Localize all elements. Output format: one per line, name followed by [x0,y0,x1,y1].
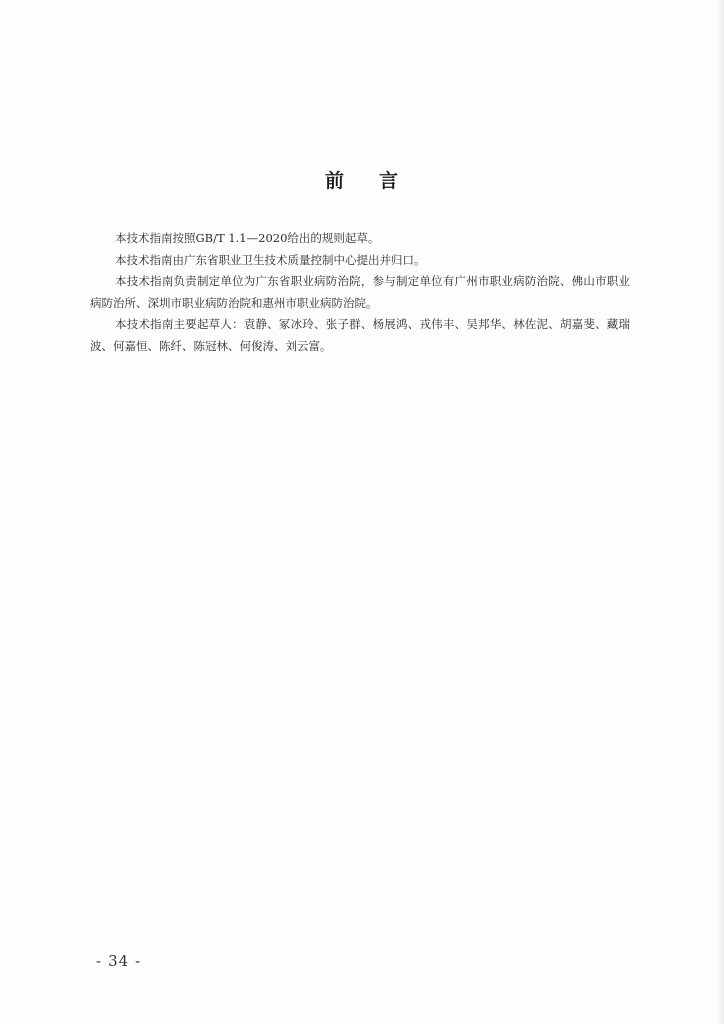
paragraph-drafting-units: 本技术指南负责制定单位为广东省职业病防治院，参与制定单位有广州市职业病防治院、佛山市职业病防治所、深圳市职业病防治院和惠州市职业病防治院。 [90,274,630,310]
page-number-dash-left: - [96,952,103,970]
title-char-2: 言 [379,170,400,192]
title-char-1: 前 [324,170,345,192]
page-number-value: 34 [108,952,130,970]
page-title [0,166,724,193]
page-number [90,952,147,970]
paragraph-drafting-rules: 本技术指南按照GB/T 1.1—2020给出的规则起草。 [115,231,380,245]
preface-body [90,228,630,357]
page-number-dash-right: - [135,952,142,970]
paragraph-drafters: 本技术指南主要起草人：袁静、冢冰玲、张子群、杨展鸿、戎伟丰、吴邦华、林佐泥、胡嘉斐、藏瑞波、何嘉恒、陈纤、陈冠林、何俊涛、刘云富。 [90,317,630,353]
page-edge-shadow [718,0,724,1024]
paragraph-proposer: 本技术指南由广东省职业卫生技术质量控制中心提出并归口。 [115,252,426,267]
